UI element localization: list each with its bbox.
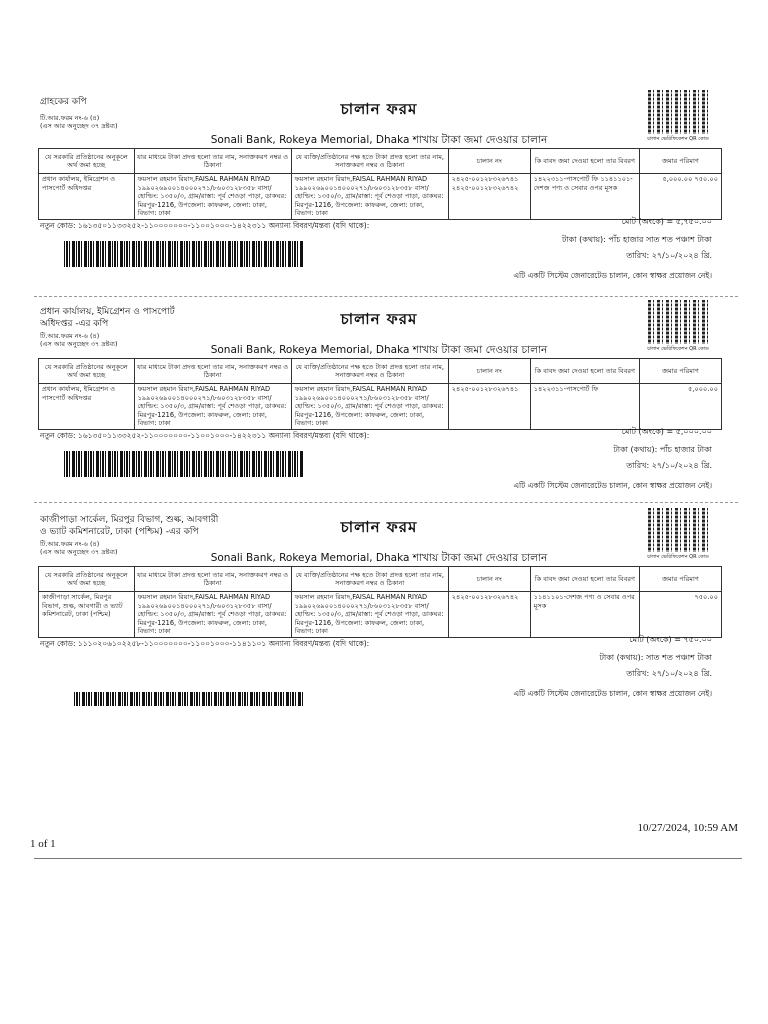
header-challan-no: চালান নং bbox=[448, 149, 530, 174]
header-on-behalf: যে ব্যক্তি/প্রতিষ্ঠানের পক্ষ হতে টাকা প্রদত্ত হলো তার নাম, সনাক্তকরণ নম্বর ও ঠিকানা bbox=[291, 149, 448, 174]
header-payer: যার মাধ্যমে টাকা প্রদত্ত হলো তার নাম, সনাক্তকরণ নম্বর ও ঠিকানা bbox=[134, 567, 291, 592]
header-on-behalf: যে ব্যক্তি/প্রতিষ্ঠানের পক্ষ হতে টাকা প্রদত্ত হলো তার নাম, সনাক্তকরণ নম্বর ও ঠিকানা bbox=[291, 359, 448, 384]
copy-label-text: কাজীপাড়া সার্কেল, মিরপুর বিভাগ, শুল্ক, আবগারী ও ভ্যাট কমিশনারেট, ঢাকা (পশ্চিম) -এর কপি bbox=[40, 515, 219, 537]
system-note: এটি একটি সিস্টেম জেনারেটেড চালান, কোন স্বাক্ষর প্রয়োজন নেই। bbox=[513, 481, 712, 490]
cell-recipient: প্রধান কার্যালয়, ইমিগ্রেশন ও পাসপোর্ট অধিদপ্তর bbox=[39, 384, 135, 430]
form-number: টি.আর.ফরম নং-৬ (৪) bbox=[40, 114, 100, 122]
page-number: 1 of 1 bbox=[30, 838, 56, 850]
cell-amount: ৫,০০০.০০ bbox=[639, 384, 721, 430]
amount-in-words: টাকা (কথায়): পাঁচ হাজার সাত শত পঞ্চাশ টাকা bbox=[561, 235, 712, 244]
cell-payer: ফয়সাল রহমান রিয়াদ,FAISAL RAHMAN RIYAD ১৯৯০২৬৯০০১৪০০০২৭১/৮৬০৩১২৮৩৫৮ বাসা/হোল্ডিং: ১৩৫০/৩, গ্রাম/রাস্তা: পূর্ব শেওড়া পাড়া, ডাকঘর: মিরপুর-1216, উপজেলা: কাফরুল, জেলা: ঢাকা, বিভাগ: ঢাকা bbox=[134, 384, 291, 430]
header-amount: জমার পরিমাণ bbox=[639, 567, 721, 592]
total-figure: মোট (অংকে) = ৫,৭৫০.০০ bbox=[621, 217, 712, 226]
system-note: এটি একটি সিস্টেম জেনারেটেড চালান, কোন স্বাক্ষর প্রয়োজন নেই। bbox=[513, 271, 712, 280]
new-code: নতুন কোড: ১১১০২০৬১০২২৫৮-১১০০০০০০০-১১০০১০০০-১১৪১১০১ অন্যান্য বিবরণ/মন্তব্য (যদি থাকে): bbox=[40, 639, 370, 648]
header-purpose: কি বাবদ জমা দেওয়া হলো তার বিবরণ bbox=[530, 567, 639, 592]
bank-line: Sonali Bank, Rokeya Memorial, Dhaka শাখায় টাকা জমা দেওয়ার চালান bbox=[210, 552, 548, 564]
form-title: চালান ফরম bbox=[340, 518, 418, 536]
challan-date: তারিখ: ২৭/১০/২০২৪ খ্রি. bbox=[626, 461, 712, 470]
cell-recipient: কাজীপাড়া সার্কেল, মিরপুর বিভাগ, শুল্ক, আবগারী ও ভ্যাট কমিশনারেট, ঢাকা (পশ্চিম) bbox=[39, 592, 135, 638]
challan-passport-office-copy bbox=[34, 298, 724, 504]
form-rule: (এস আর অনুচ্ছেদ ৩৭ দ্রষ্টব্য) bbox=[40, 122, 118, 130]
barcode-icon bbox=[74, 692, 304, 706]
cell-challan-no: ২৪২৫-০০১২৮৩২৬৭৪১ ২৪২৫-০০১২৮৩২৬৭৪২ bbox=[448, 174, 530, 220]
cell-challan-no: ২৪২৫-০০১২৮৩২৬৭৪২ bbox=[448, 592, 530, 638]
total-figure: মোট (অংকে) = ৭৫০.০০ bbox=[629, 635, 712, 644]
cell-recipient: প্রধান কার্যালয়, ইমিগ্রেশন ও পাসপোর্ট অধিদপ্তর bbox=[39, 174, 135, 220]
cell-purpose: ১৪২২৩১১-পাসপোর্ট ফি ১১৪১১০১-দেশজ পণ্য ও সেবার ওপর মূসক bbox=[530, 174, 639, 220]
table-header-row bbox=[39, 359, 722, 384]
barcode-icon bbox=[64, 241, 304, 267]
cell-on-behalf: ফয়সাল রহমান রিয়াদ,FAISAL RAHMAN RIYAD ১৯৯০২৬৯০০১৪০০০২৭১/৮৬০৩১২৮৩৫৮ বাসা/হোল্ডিং: ১৩৫০/৩, গ্রাম/রাস্তা: পূর্ব শেওড়া পাড়া, ডাকঘর: মিরপুর-1216, উপজেলা: কাফরুল, জেলা: ঢাকা, বিভাগ: ঢাকা bbox=[291, 384, 448, 430]
table-header-row bbox=[39, 149, 722, 174]
challan-table bbox=[38, 566, 722, 638]
barcode-icon bbox=[64, 451, 304, 477]
qr-caption: চালান ভেরিফিকেশন QR কোড bbox=[647, 136, 709, 142]
divider bbox=[34, 296, 738, 297]
header-purpose: কি বাবদ জমা দেওয়া হলো তার বিবরণ bbox=[530, 359, 639, 384]
cell-payer: ফয়সাল রহমান রিয়াদ,FAISAL RAHMAN RIYAD ১৯৯০২৬৯০০১৪০০০২৭১/৮৬০৩১২৮৩৫৮ বাসা/হোল্ডিং: ১৩৫০/৩, গ্রাম/রাস্তা: পূর্ব শেওড়া পাড়া, ডাকঘর: মিরপুর-1216, উপজেলা: কাফরুল, জেলা: ঢাকা, বিভাগ: ঢাকা bbox=[134, 174, 291, 220]
header-on-behalf: যে ব্যক্তি/প্রতিষ্ঠানের পক্ষ হতে টাকা প্রদত্ত হলো তার নাম, সনাক্তকরণ নম্বর ও ঠিকানা bbox=[291, 567, 448, 592]
cell-challan-no: ২৪২৫-০০১২৮৩২৬৭৪১ bbox=[448, 384, 530, 430]
new-code: নতুন কোড: ১৬১৩৫০১১৩৩২৫২-১১০০০০০০০-১১০০১০০০-১৪২২৩১১ অন্যান্য বিবরণ/মন্তব্য (যদি থাকে): bbox=[40, 221, 370, 230]
form-title: চালান ফরম bbox=[340, 310, 418, 328]
form-number: টি.আর.ফরম নং-৬ (৪) bbox=[40, 332, 100, 340]
qr-code-icon bbox=[648, 508, 710, 552]
cell-amount: ৭৫০.০০ bbox=[639, 592, 721, 638]
form-rule: (এস আর অনুচ্ছেদ ৩৭ দ্রষ্টব্য) bbox=[40, 548, 118, 556]
cell-purpose: ১১৪১১০১-দেশজ পণ্য ও সেবার ওপর মূসক bbox=[530, 592, 639, 638]
qr-code-icon bbox=[648, 90, 710, 134]
challan-vat-office-copy bbox=[34, 506, 724, 712]
bank-line: Sonali Bank, Rokeya Memorial, Dhaka শাখায় টাকা জমা দেওয়ার চালান bbox=[210, 344, 548, 356]
cell-on-behalf: ফয়সাল রহমান রিয়াদ,FAISAL RAHMAN RIYAD ১৯৯০২৬৯০০১৪০০০২৭১/৮৬০৩১২৮৩৫৮ বাসা/হোল্ডিং: ১৩৫০/৩, গ্রাম/রাস্তা: পূর্ব শেওড়া পাড়া, ডাকঘর: মিরপুর-1216, উপজেলা: কাফরুল, জেলা: ঢাকা, বিভাগ: ঢাকা bbox=[291, 174, 448, 220]
challan-date: তারিখ: ২৭/১০/২০২৪ খ্রি. bbox=[626, 669, 712, 678]
divider bbox=[34, 502, 738, 503]
cell-on-behalf: ফয়সাল রহমান রিয়াদ,FAISAL RAHMAN RIYAD ১৯৯০২৬৯০০১৪০০০২৭১/৮৬০৩১২৮৩৫৮ বাসা/হোল্ডিং: ১৩৫০/৩, গ্রাম/রাস্তা: পূর্ব শেওড়া পাড়া, ডাকঘর: মিরপুর-1216, উপজেলা: কাফরুল, জেলা: ঢাকা, বিভাগ: ঢাকা bbox=[291, 592, 448, 638]
amount-in-words: টাকা (কথায়): সাত শত পঞ্চাশ টাকা bbox=[599, 653, 712, 662]
qr-code-icon bbox=[648, 300, 710, 344]
header-amount: জমার পরিমাণ bbox=[639, 149, 721, 174]
form-number: টি.আর.ফরম নং-৬ (৪) bbox=[40, 540, 100, 548]
qr-caption: চালান ভেরিফিকেশন QR কোড bbox=[647, 554, 709, 560]
header-recipient: যে সরকারি প্রতিষ্ঠানের অনুকূলে অর্থ জমা হচ্ছে bbox=[39, 149, 135, 174]
system-note: এটি একটি সিস্টেম জেনারেটেড চালান, কোন স্বাক্ষর প্রয়োজন নেই। bbox=[513, 689, 712, 698]
footer-divider bbox=[34, 858, 742, 859]
amount-in-words: টাকা (কথায়): পাঁচ হাজার টাকা bbox=[613, 445, 712, 454]
total-figure: মোট (অংকে) = ৫,০০০.০০ bbox=[621, 427, 712, 436]
cell-amount: ৫,০০০.০০ ৭৫০.০০ bbox=[639, 174, 721, 220]
form-title: চালান ফরম bbox=[340, 100, 418, 118]
table-row bbox=[39, 174, 722, 220]
copy-label-text: প্রধান কার্যালয়, ইমিগ্রেশন ও পাসপোর্ট অধিদপ্তর -এর কপি bbox=[40, 307, 175, 329]
new-code: নতুন কোড: ১৬১৩৫০১১৩৩২৫২-১১০০০০০০০-১১০০১০০০-১৪২২৩১১ অন্যান্য বিবরণ/মন্তব্য (যদি থাকে): bbox=[40, 431, 370, 440]
challan-table bbox=[38, 358, 722, 430]
challan-table bbox=[38, 148, 722, 220]
table-header-row bbox=[39, 567, 722, 592]
header-payer: যার মাধ্যমে টাকা প্রদত্ত হলো তার নাম, সনাক্তকরণ নম্বর ও ঠিকানা bbox=[134, 359, 291, 384]
cell-payer: ফয়সাল রহমান রিয়াদ,FAISAL RAHMAN RIYAD ১৯৯০২৬৯০০১৪০০০২৭১/৮৬০৩১২৮৩৫৮ বাসা/হোল্ডিং: ১৩৫০/৩, গ্রাম/রাস্তা: পূর্ব শেওড়া পাড়া, ডাকঘর: মিরপুর-1216, উপজেলা: কাফরুল, জেলা: ঢাকা, বিভাগ: ঢাকা bbox=[134, 592, 291, 638]
table-row bbox=[39, 592, 722, 638]
header-challan-no: চালান নং bbox=[448, 567, 530, 592]
print-timestamp: 10/27/2024, 10:59 AM bbox=[637, 822, 738, 834]
header-challan-no: চালান নং bbox=[448, 359, 530, 384]
form-rule: (এস আর অনুচ্ছেদ ৩৭ দ্রষ্টব্য) bbox=[40, 340, 118, 348]
table-row bbox=[39, 384, 722, 430]
challan-customer-copy bbox=[34, 88, 724, 294]
cell-purpose: ১৪২২৩১১-পাসপোর্ট ফি bbox=[530, 384, 639, 430]
header-recipient: যে সরকারি প্রতিষ্ঠানের অনুকূলে অর্থ জমা হচ্ছে bbox=[39, 359, 135, 384]
header-purpose: কি বাবদ জমা দেওয়া হলো তার বিবরণ bbox=[530, 149, 639, 174]
header-recipient: যে সরকারি প্রতিষ্ঠানের অনুকূলে অর্থ জমা হচ্ছে bbox=[39, 567, 135, 592]
header-payer: যার মাধ্যমে টাকা প্রদত্ত হলো তার নাম, সনাক্তকরণ নম্বর ও ঠিকানা bbox=[134, 149, 291, 174]
challan-date: তারিখ: ২৭/১০/২০২৪ খ্রি. bbox=[626, 251, 712, 260]
copy-label-text: গ্রাহকের কপি bbox=[40, 97, 87, 107]
bank-line: Sonali Bank, Rokeya Memorial, Dhaka শাখায় টাকা জমা দেওয়ার চালান bbox=[210, 134, 548, 146]
qr-caption: চালান ভেরিফিকেশন QR কোড bbox=[647, 346, 709, 352]
header-amount: জমার পরিমাণ bbox=[639, 359, 721, 384]
